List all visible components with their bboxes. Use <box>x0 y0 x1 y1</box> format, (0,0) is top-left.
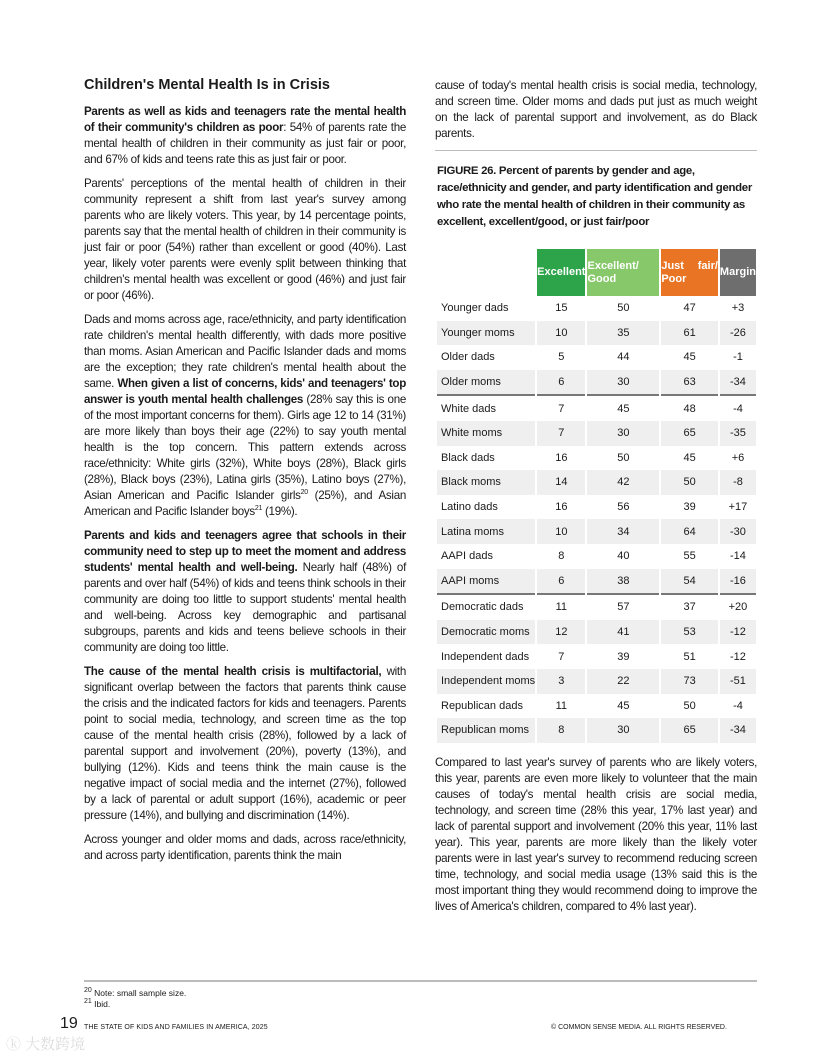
cell-value: 54 <box>661 569 718 596</box>
cell-value: 14 <box>537 470 585 495</box>
cell-value: 30 <box>587 370 659 397</box>
cell-value: 39 <box>683 501 696 514</box>
cell-value: 8 <box>537 718 585 743</box>
table-row <box>437 370 756 397</box>
paragraph <box>84 528 406 656</box>
table-row <box>437 569 756 596</box>
cell-value: 15 <box>555 302 568 315</box>
row-label: White dads <box>441 402 497 415</box>
row-label: Independent dads <box>441 650 530 663</box>
row-label: Independent moms <box>437 669 535 694</box>
text-run: (19%). <box>262 505 298 518</box>
row-label: Black moms <box>437 470 535 495</box>
row-label: Democratic dads <box>441 601 524 614</box>
text-run: Dads and moms across age, race/ethnicity, and party identification rate children's mental health differently, with dads more positive than moms. Asian American and Pacific Islander dads and moms are the exception; they rate children's mental health about the same. <box>84 313 406 390</box>
row-label: Black dads <box>441 451 495 464</box>
text-run: Across younger and older moms and dads, across race/ethnicity, and across party identification, parents think the main <box>84 833 406 862</box>
cell-value: -12 <box>720 620 756 645</box>
row-label: Latino dads <box>441 501 498 514</box>
left-column <box>84 76 406 872</box>
cell-value: 47 <box>683 302 696 315</box>
row-label: AAPI dads <box>441 550 493 563</box>
table-row <box>437 345 756 370</box>
cell-value: -12 <box>730 650 746 663</box>
paragraph: cause of today's mental health crisis is social media, technology, and screen time. Older moms and dads put just as much weight on the lack of parental support and involvement, as do Black parents. <box>435 79 757 140</box>
cell-value: -51 <box>720 669 756 694</box>
row-label: Latina moms <box>437 519 535 544</box>
section-heading: Children's Mental Health Is in Crisis <box>84 77 330 93</box>
cell-value: 42 <box>587 470 659 495</box>
cell-value: -14 <box>730 550 746 563</box>
table-row <box>437 421 756 446</box>
cell-value: 7 <box>558 650 565 663</box>
cell-value: 37 <box>683 601 696 614</box>
table-row <box>437 321 756 346</box>
cell-value: +20 <box>728 601 748 614</box>
cell-value: 50 <box>661 470 718 495</box>
text-run: Parents as well as kids and teenagers rate the mental health of their community's children as poor <box>84 105 406 134</box>
cell-value: 48 <box>683 402 696 415</box>
text-run: : 54% of parents rate the mental health of children in their community as just fair or poor, and 67% of kids and teens rate this as just fair or poor. <box>84 121 406 166</box>
cell-value: 73 <box>661 669 718 694</box>
row-label: Republican dads <box>441 699 523 712</box>
cell-value: +17 <box>728 501 748 514</box>
footnote <box>84 999 186 1010</box>
footer-title: THE STATE OF KIDS AND FAMILIES IN AMERICA, 2025 <box>84 1024 268 1031</box>
cell-value: 7 <box>537 421 585 446</box>
row-label: White moms <box>437 421 535 446</box>
cell-value: 3 <box>537 669 585 694</box>
table-row <box>437 296 756 321</box>
cell-value: 22 <box>587 669 659 694</box>
cell-value: 45 <box>617 699 630 712</box>
figure-title: FIGURE 26. Percent of parents by gender and age, race/ethnicity and gender, and party identification and gender who rate the mental health of children in their community as excellent, excellent/good, or just fair/poor <box>437 165 752 228</box>
paragraph <box>84 176 406 304</box>
cell-value: 61 <box>661 321 718 346</box>
cell-value: -4 <box>733 402 743 415</box>
cell-value: 65 <box>661 421 718 446</box>
text-run: (25%), and Asian American and Pacific Islander boys <box>84 489 406 518</box>
paragraph <box>84 664 406 824</box>
text-run: Nearly half (48%) of parents and over half (54%) of kids and teens think schools in their community are doing too little to support students' mental health and well-being. Across key demographic and partisanal subgroups, parents and kids and teens believe schools in their community are doing too little. <box>84 561 406 654</box>
cell-value: 16 <box>555 451 568 464</box>
row-label: Older moms <box>437 370 535 397</box>
cell-value: 11 <box>555 601 568 614</box>
divider <box>435 150 757 151</box>
right-column <box>435 78 757 923</box>
table-row <box>437 595 756 620</box>
cell-value: 34 <box>587 519 659 544</box>
paragraph <box>84 104 406 168</box>
table-row <box>437 620 756 645</box>
footnotes <box>84 988 186 1010</box>
cell-value: 30 <box>587 718 659 743</box>
cell-value: 39 <box>617 650 630 663</box>
cell-value: 55 <box>683 550 696 563</box>
text-run: The cause of the mental health crisis is multifactorial, <box>84 665 382 678</box>
table-row <box>437 718 756 743</box>
cell-value: -8 <box>720 470 756 495</box>
empty-header <box>437 249 535 296</box>
cell-value: 45 <box>683 351 696 364</box>
watermark: ⓚ 大数跨境 <box>6 1036 86 1053</box>
cell-value: 53 <box>661 620 718 645</box>
footnote-number: 21 <box>84 998 92 1006</box>
row-label: Younger moms <box>437 321 535 346</box>
table-row <box>437 495 756 520</box>
cell-value: 7 <box>558 402 565 415</box>
cell-value: 6 <box>537 370 585 397</box>
text-run: (28% say this is one of the most important concerns for them). Girls age 12 to 14 (31%) are more likely than boys their age (22%) to say youth mental health is the top concern. This pattern extends across race/ethnicity: White girls (32%), White boys (28%), Black girls (28%), Black boys (23%), Latina girls (35%), Latino boys (27%), Asian American and Pacific Islander girls <box>84 393 406 502</box>
cell-value: 12 <box>537 620 585 645</box>
footnote-divider <box>84 980 757 982</box>
cell-value: 35 <box>587 321 659 346</box>
cell-value: 16 <box>555 501 568 514</box>
cell-value: +3 <box>731 302 745 315</box>
table-row <box>437 446 756 471</box>
footnote-ref: 21 <box>254 505 263 513</box>
footnote <box>84 988 186 999</box>
cell-value: 51 <box>683 650 696 663</box>
cell-value: -26 <box>720 321 756 346</box>
table-row <box>437 396 756 421</box>
cell-value: 8 <box>558 550 565 563</box>
text-run: When given a list of concerns, kids' and teenagers' top answer is youth mental health challenges <box>84 377 406 406</box>
cell-value: 11 <box>555 699 568 712</box>
cell-value: 38 <box>587 569 659 596</box>
cell-value: 44 <box>617 351 630 364</box>
footer-copyright: © COMMON SENSE MEDIA. ALL RIGHTS RESERVED. <box>551 1024 727 1031</box>
table-row <box>437 669 756 694</box>
table-row <box>437 519 756 544</box>
text-run: Parents' perceptions of the mental health of children in their community represent a shift from last year's survey among parents who are likely voters. This year, by 14 percentage points, parents say that the mental health of children in their community is just fair or poor (54%) rather than excellent or good (40%). Last year, likely voter parents were evenly split between thinking that children's mental health was excellent or good (46%) and just fair or poor (46%). <box>84 177 406 302</box>
paragraph <box>84 832 406 864</box>
footnote-number: 20 <box>84 987 92 995</box>
cell-value: 45 <box>617 402 630 415</box>
footnote-text: Note: small sample size. <box>94 988 187 998</box>
cell-value: 65 <box>661 718 718 743</box>
row-label: Younger dads <box>441 302 509 315</box>
row-label: Older dads <box>441 351 495 364</box>
table-row <box>437 544 756 569</box>
text-run: with significant overlap between the factors that parents think cause the crisis and the indicated factors for kids and teenagers. Parents point to social media, technology, and screen time as the top cause of the mental health crisis (28%), followed by a lack of parental support and involvement (20%), poverty (13%), and bullying (12%). Kids and teens think the main cause is the negative impact of social media and the internet (27%), followed by a lack of parental or adult support (16%), academic or peer pressure (14%), and bullying and discrimination (14%). <box>84 665 406 822</box>
cell-value: 50 <box>617 451 630 464</box>
page-number: 19 <box>60 1015 78 1032</box>
table-row <box>437 470 756 495</box>
cell-value: -35 <box>720 421 756 446</box>
cell-value: 10 <box>537 321 585 346</box>
cell-value: 41 <box>587 620 659 645</box>
row-label: Democratic moms <box>437 620 535 645</box>
cell-value: 40 <box>617 550 630 563</box>
cell-value: 50 <box>683 699 696 712</box>
column-header: Excellent <box>537 249 585 296</box>
cell-value: 50 <box>617 302 630 315</box>
column-header: Excellent/ Good <box>587 249 659 296</box>
cell-value: -16 <box>720 569 756 596</box>
paragraph: Compared to last year's survey of parents who are likely voters, this year, parents are even more likely to volunteer that the main causes of today's mental health crisis are social media, technology, and screen time (28% this year, 17% last year) and lack of parental support and involvement (20% this year, 11% last year). This year, parents are more likely than the likely voter parents were in last year's survey to recommend reducing screen time, technology, and social media usage (13% said this is the most important thing they would recommend doing to improve the lives of America's children, compared to 4% last year). <box>435 755 757 913</box>
cell-value: 45 <box>683 451 696 464</box>
figure-table <box>435 249 758 743</box>
cell-value: 64 <box>661 519 718 544</box>
cell-value: 10 <box>537 519 585 544</box>
footnote-text: Ibid. <box>94 999 111 1009</box>
text-run: Parents and kids and teenagers agree that schools in their community need to step up to meet the moment and address students' mental health and well-being. <box>84 529 406 574</box>
left-paragraphs <box>84 104 406 864</box>
cell-value: -30 <box>720 519 756 544</box>
cell-value: +6 <box>731 451 745 464</box>
table-row <box>437 644 756 669</box>
cell-value: -34 <box>720 718 756 743</box>
table-row <box>437 694 756 719</box>
cell-value: -34 <box>720 370 756 397</box>
cell-value: 56 <box>617 501 630 514</box>
footnote-ref: 20 <box>300 489 308 497</box>
cell-value: 6 <box>537 569 585 596</box>
cell-value: 5 <box>558 351 565 364</box>
cell-value: 30 <box>587 421 659 446</box>
cell-value: -1 <box>733 351 743 364</box>
row-label: AAPI moms <box>437 569 535 596</box>
table-header-row <box>437 249 756 296</box>
paragraph <box>84 312 406 520</box>
cell-value: 63 <box>661 370 718 397</box>
cell-value: -4 <box>733 699 743 712</box>
column-header: Just fair/ Poor <box>661 249 718 296</box>
column-header: Margin <box>720 249 756 296</box>
row-label: Republican moms <box>437 718 535 743</box>
cell-value: 57 <box>617 601 630 614</box>
